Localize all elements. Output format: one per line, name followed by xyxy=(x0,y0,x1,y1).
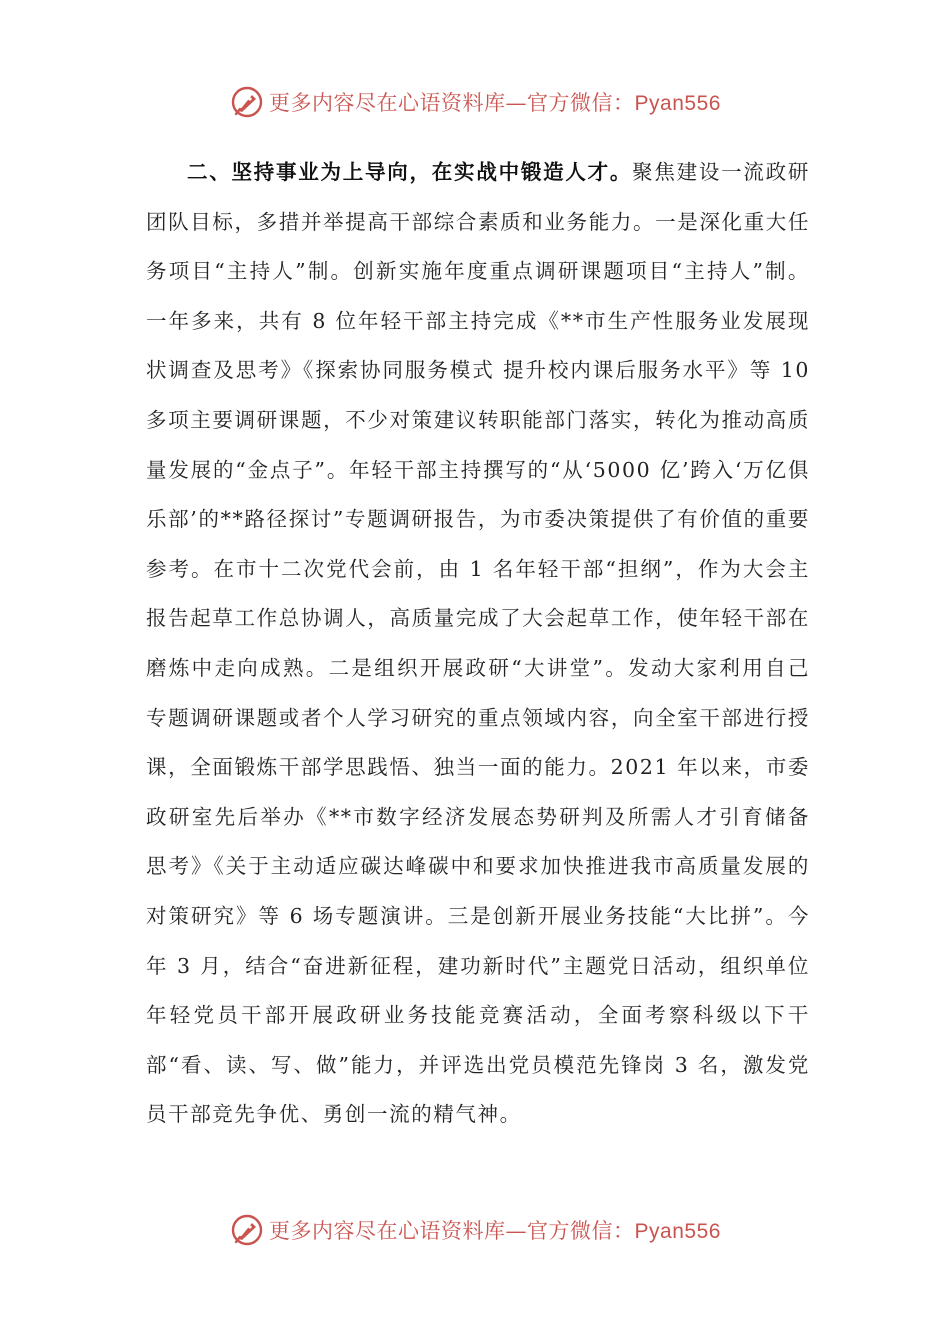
section-heading: 二、坚持事业为上导向，在实战中锻造人才。 xyxy=(187,160,633,184)
banner-text xyxy=(269,1215,721,1245)
pen-nib-icon xyxy=(229,1212,265,1248)
wechat-id: Pyan556 xyxy=(634,1220,721,1243)
banner-text-cn: 更多内容尽在心语资料库—官方微信： xyxy=(269,1219,635,1243)
paragraph-body: 聚焦建设一流政研团队目标，多措并举提高干部综合素质和业务能力。一是深化重大任务项目“主持人”制。创新实施年度重点调研课题项目“主持人”制。一年多来，共有 8 位年轻干部主持完成《**市生产性服务业发展现状调查及思考》《探索协同服务模式 提升校内课后服务水平》等 10 多项主要调研课题，不少对策建议转职能部门落实，转化为推动高质量发展的“金点子”。年轻干部主持撰写的“从‘5000 亿’跨入‘万亿俱乐部’的**路径探讨”专题调研报告，为市委决策提供了有价值的重要参考。在市十二次党代会前，由 1 名年轻干部“担纲”，作为大会主报告起草工作总协调人，高质量完成了大会起草工作，使年轻干部在磨炼中走向成熟。二是组织开展政研“大讲堂”。发动大家利用自己专题调研课题或者个人学习研究的重点领域内容，向全室干部进行授课，全面锻炼干部学思践悟、独当一面的能力。2021 年以来，市委政研室先后举办《**市数字经济发展态势研判及所需人才引育储备思考》《关于主动适应碳达峰碳中和要求加快推进我市高质量发展的对策研究》等 6 场专题演讲。三是创新开展业务技能“大比拼”。今年 3 月，结合“奋进新征程，建功新时代”主题党日活动，组织单位年轻党员干部开展政研业务技能竞赛活动，全面考察科级以下干部“看、读、写、做”能力，并评选出党员模范先锋岗 3 名，激发党员干部竞先争优、勇创一流的精气神。 xyxy=(146,160,810,1127)
banner-text-cn: 更多内容尽在心语资料库—官方微信： xyxy=(269,91,635,115)
header-banner xyxy=(0,82,950,122)
wechat-id: Pyan556 xyxy=(634,92,721,115)
pen-nib-icon xyxy=(229,84,265,120)
article-paragraph xyxy=(146,148,810,1140)
banner-text xyxy=(269,87,721,117)
footer-banner xyxy=(0,1210,950,1250)
